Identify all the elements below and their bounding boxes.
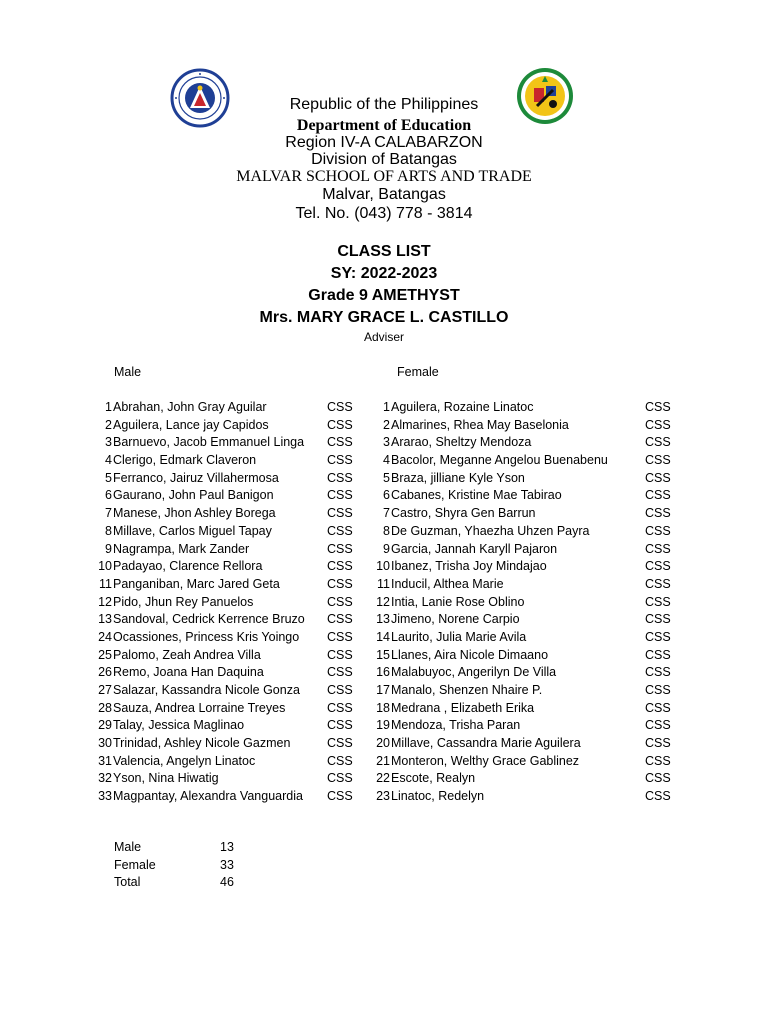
list-item bbox=[366, 558, 686, 576]
student-name: Barnuevo, Jacob Emmanuel Linga bbox=[113, 435, 305, 450]
header-school: MALVAR SCHOOL OF ARTS AND TRADE bbox=[236, 168, 532, 185]
student-number: 30 bbox=[98, 736, 112, 751]
male-column-header: Male bbox=[114, 365, 142, 379]
student-subject: CSS bbox=[645, 700, 671, 715]
student-subject: CSS bbox=[645, 453, 671, 468]
list-item bbox=[366, 505, 686, 523]
student-name: Gaurano, John Paul Banigon bbox=[113, 488, 274, 503]
student-number: 20 bbox=[376, 736, 390, 751]
student-subject: CSS bbox=[327, 453, 353, 468]
student-number: 21 bbox=[376, 753, 390, 768]
header-division: Division of Batangas bbox=[311, 151, 457, 168]
list-item bbox=[88, 629, 358, 647]
student-subject: CSS bbox=[645, 718, 671, 733]
male-student-list bbox=[88, 399, 358, 806]
student-name: Pido, Jhun Rey Panuelos bbox=[113, 594, 254, 609]
student-number: 31 bbox=[98, 753, 112, 768]
list-item bbox=[88, 470, 358, 488]
student-number: 12 bbox=[98, 594, 112, 609]
student-number: 4 bbox=[383, 453, 390, 468]
student-subject: CSS bbox=[327, 789, 353, 804]
student-name: Palomo, Zeah Andrea Villa bbox=[113, 647, 261, 662]
student-name: Laurito, Julia Marie Avila bbox=[391, 629, 527, 644]
student-name: Millave, Cassandra Marie Aguilera bbox=[391, 736, 581, 751]
student-number: 10 bbox=[376, 559, 390, 574]
student-name: Almarines, Rhea May Baselonia bbox=[391, 417, 569, 432]
student-name: Intia, Lanie Rose Oblino bbox=[391, 594, 525, 609]
list-item bbox=[88, 576, 358, 594]
student-subject: CSS bbox=[327, 559, 353, 574]
student-name: Panganiban, Marc Jared Geta bbox=[113, 576, 280, 591]
student-name: Nagrampa, Mark Zander bbox=[113, 541, 250, 556]
list-item bbox=[366, 770, 686, 788]
student-name: Llanes, Aira Nicole Dimaano bbox=[391, 647, 549, 662]
adviser-role: Adviser bbox=[363, 330, 404, 344]
header-region: Region IV-A CALABARZON bbox=[285, 134, 483, 151]
grade-section: Grade 9 AMETHYST bbox=[308, 287, 460, 304]
student-name: Sandoval, Cedrick Kerrence Bruzo bbox=[113, 612, 305, 627]
student-name: Monteron, Welthy Grace Gablinez bbox=[391, 753, 580, 768]
list-item bbox=[366, 452, 686, 470]
list-item bbox=[366, 717, 686, 735]
student-subject: CSS bbox=[645, 435, 671, 450]
student-name: Clerigo, Edmark Claveron bbox=[113, 453, 257, 468]
header-department: Department of Education bbox=[296, 117, 472, 134]
student-subject: CSS bbox=[327, 488, 353, 503]
student-name: Salazar, Kassandra Nicole Gonza bbox=[113, 683, 300, 697]
student-subject: CSS bbox=[645, 753, 671, 768]
student-subject: CSS bbox=[327, 435, 353, 450]
student-number: 32 bbox=[98, 771, 112, 786]
student-name: Mendoza, Trisha Paran bbox=[391, 718, 521, 733]
student-number: 12 bbox=[376, 594, 390, 609]
list-item bbox=[366, 753, 686, 771]
list-item bbox=[366, 434, 686, 452]
student-name: Magpantay, Alexandra Vanguardia bbox=[113, 789, 303, 804]
student-subject: CSS bbox=[327, 771, 353, 786]
student-subject: CSS bbox=[327, 576, 353, 591]
student-name: Castro, Shyra Gen Barrun bbox=[391, 506, 536, 521]
student-subject: CSS bbox=[327, 700, 353, 715]
student-subject: CSS bbox=[327, 683, 353, 697]
list-item bbox=[88, 399, 358, 417]
student-name: Bacolor, Meganne Angelou Buenabenu bbox=[391, 453, 608, 468]
list-item bbox=[366, 523, 686, 541]
student-name: Manese, Jhon Ashley Borega bbox=[113, 506, 276, 521]
student-number: 4 bbox=[105, 453, 112, 468]
student-number: 5 bbox=[383, 470, 390, 485]
student-number: 33 bbox=[98, 789, 112, 804]
list-item bbox=[88, 700, 358, 718]
student-number: 16 bbox=[376, 665, 390, 680]
list-item bbox=[88, 735, 358, 753]
student-number: 6 bbox=[105, 488, 112, 503]
student-subject: CSS bbox=[327, 753, 353, 768]
student-number: 17 bbox=[376, 683, 390, 697]
student-subject: CSS bbox=[645, 470, 671, 485]
student-subject: CSS bbox=[645, 629, 671, 644]
student-subject: CSS bbox=[645, 400, 671, 414]
student-number: 2 bbox=[383, 417, 390, 432]
list-item bbox=[88, 788, 358, 806]
header-town: Malvar, Batangas bbox=[322, 186, 446, 203]
list-item bbox=[366, 700, 686, 718]
student-number: 5 bbox=[105, 470, 112, 485]
student-number: 18 bbox=[376, 700, 390, 715]
student-name: Inducil, Althea Marie bbox=[391, 576, 504, 591]
list-item bbox=[366, 735, 686, 753]
student-name: Millave, Carlos Miguel Tapay bbox=[113, 523, 272, 538]
list-item bbox=[366, 611, 686, 629]
student-number: 9 bbox=[105, 541, 112, 556]
student-name: Manalo, Shenzen Nhaire P. bbox=[391, 683, 543, 697]
student-subject: CSS bbox=[327, 665, 353, 680]
student-subject: CSS bbox=[327, 612, 353, 627]
student-number: 6 bbox=[383, 488, 390, 503]
student-number: 25 bbox=[98, 647, 112, 662]
student-name: Valencia, Angelyn Linatoc bbox=[113, 753, 256, 768]
list-item bbox=[88, 417, 358, 435]
list-item bbox=[88, 647, 358, 665]
student-subject: CSS bbox=[327, 647, 353, 662]
list-item bbox=[366, 788, 686, 806]
student-number: 27 bbox=[98, 683, 112, 697]
header-telephone: Tel. No. (043) 778 - 3814 bbox=[295, 205, 473, 222]
student-name: Remo, Joana Han Daquina bbox=[113, 665, 264, 680]
student-subject: CSS bbox=[645, 665, 671, 680]
school-year: SY: 2022-2023 bbox=[330, 265, 438, 282]
student-name: Linatoc, Redelyn bbox=[391, 789, 485, 804]
student-number: 7 bbox=[105, 506, 112, 521]
student-name: Ocassiones, Princess Kris Yoingo bbox=[113, 629, 300, 644]
student-number: 10 bbox=[98, 559, 112, 574]
student-number: 15 bbox=[376, 647, 390, 662]
summary-total-label: Total bbox=[114, 875, 141, 889]
student-subject: CSS bbox=[327, 629, 353, 644]
list-item bbox=[366, 576, 686, 594]
student-name: Aguilera, Lance jay Capidos bbox=[113, 417, 269, 432]
student-subject: CSS bbox=[645, 683, 671, 697]
list-item bbox=[366, 647, 686, 665]
student-number: 24 bbox=[98, 629, 112, 644]
student-name: Trinidad, Ashley Nicole Gazmen bbox=[113, 736, 291, 751]
student-name: Yson, Nina Hiwatig bbox=[113, 771, 219, 786]
student-name: Aguilera, Rozaine Linatoc bbox=[391, 400, 534, 414]
student-number: 14 bbox=[376, 629, 390, 644]
list-item bbox=[366, 594, 686, 612]
adviser-name: Mrs. MARY GRACE L. CASTILLO bbox=[259, 309, 509, 326]
list-item bbox=[88, 611, 358, 629]
student-name: Braza, jilliane Kyle Yson bbox=[391, 470, 525, 485]
page-title: CLASS LIST bbox=[337, 243, 431, 260]
student-name: Escote, Realyn bbox=[391, 771, 476, 786]
student-number: 9 bbox=[383, 541, 390, 556]
summary-female-count: 33 bbox=[220, 858, 234, 872]
student-subject: CSS bbox=[327, 417, 353, 432]
student-number: 7 bbox=[383, 506, 390, 521]
student-subject: CSS bbox=[645, 789, 671, 804]
list-item bbox=[366, 487, 686, 505]
student-subject: CSS bbox=[645, 771, 671, 786]
header-country: Republic of the Philippines bbox=[289, 96, 479, 113]
student-name: Jimeno, Norene Carpio bbox=[391, 612, 520, 627]
student-name: Ararao, Sheltzy Mendoza bbox=[391, 435, 532, 450]
student-subject: CSS bbox=[327, 718, 353, 733]
list-item bbox=[88, 558, 358, 576]
list-item bbox=[88, 770, 358, 788]
list-item bbox=[366, 417, 686, 435]
student-subject: CSS bbox=[645, 559, 671, 574]
female-column-header: Female bbox=[397, 365, 439, 379]
student-subject: CSS bbox=[327, 506, 353, 521]
student-subject: CSS bbox=[327, 470, 353, 485]
list-item bbox=[88, 541, 358, 559]
list-item bbox=[366, 470, 686, 488]
student-number: 26 bbox=[98, 665, 112, 680]
student-subject: CSS bbox=[645, 576, 671, 591]
student-number: 1 bbox=[383, 400, 390, 414]
list-item bbox=[366, 629, 686, 647]
student-subject: CSS bbox=[645, 488, 671, 503]
student-number: 28 bbox=[98, 700, 112, 715]
student-name: Cabanes, Kristine Mae Tabirao bbox=[391, 488, 562, 503]
list-item bbox=[88, 664, 358, 682]
student-number: 3 bbox=[383, 435, 390, 450]
student-subject: CSS bbox=[645, 594, 671, 609]
student-name: Padayao, Clarence Rellora bbox=[113, 559, 263, 574]
list-item bbox=[88, 487, 358, 505]
student-subject: CSS bbox=[327, 400, 353, 414]
student-subject: CSS bbox=[645, 736, 671, 751]
student-name: Ferranco, Jairuz Villahermosa bbox=[113, 470, 279, 485]
list-item bbox=[366, 399, 686, 417]
list-item bbox=[88, 505, 358, 523]
list-item bbox=[88, 753, 358, 771]
student-number: 29 bbox=[98, 718, 112, 733]
student-name: Malabuyoc, Angerilyn De Villa bbox=[391, 665, 557, 680]
student-number: 8 bbox=[105, 523, 112, 538]
student-number: 8 bbox=[383, 523, 390, 538]
list-item bbox=[88, 523, 358, 541]
student-number: 23 bbox=[376, 789, 390, 804]
student-subject: CSS bbox=[327, 541, 353, 556]
student-name: Garcia, Jannah Karyll Pajaron bbox=[391, 541, 558, 556]
student-subject: CSS bbox=[645, 417, 671, 432]
student-subject: CSS bbox=[645, 506, 671, 521]
student-name: De Guzman, Yhaezha Uhzen Payra bbox=[391, 523, 590, 538]
student-subject: CSS bbox=[645, 647, 671, 662]
list-item bbox=[88, 434, 358, 452]
list-item bbox=[88, 452, 358, 470]
student-subject: CSS bbox=[645, 612, 671, 627]
list-item bbox=[366, 682, 686, 700]
summary-female-label: Female bbox=[114, 858, 156, 872]
student-name: Abrahan, John Gray Aguilar bbox=[113, 400, 267, 414]
summary-male-label: Male bbox=[114, 840, 142, 854]
student-number: 22 bbox=[376, 771, 390, 786]
student-name: Talay, Jessica Maglinao bbox=[113, 718, 245, 733]
student-number: 19 bbox=[376, 718, 390, 733]
student-name: Medrana , Elizabeth Erika bbox=[391, 700, 535, 715]
list-item bbox=[366, 664, 686, 682]
student-subject: CSS bbox=[645, 523, 671, 538]
student-number: 1 bbox=[105, 400, 112, 414]
list-item bbox=[88, 594, 358, 612]
student-number: 13 bbox=[98, 612, 112, 627]
summary-male-count: 13 bbox=[220, 840, 234, 854]
student-number: 11 bbox=[99, 576, 112, 591]
student-subject: CSS bbox=[327, 736, 353, 751]
student-name: Ibanez, Trisha Joy Mindajao bbox=[391, 559, 547, 574]
list-item bbox=[88, 682, 358, 700]
summary-total-count: 46 bbox=[220, 875, 234, 889]
list-item bbox=[366, 541, 686, 559]
student-subject: CSS bbox=[645, 541, 671, 556]
student-subject: CSS bbox=[327, 594, 353, 609]
student-name: Sauza, Andrea Lorraine Treyes bbox=[113, 700, 286, 715]
female-student-list bbox=[366, 399, 686, 806]
student-number: 3 bbox=[105, 435, 112, 450]
student-subject: CSS bbox=[327, 523, 353, 538]
student-number: 11 bbox=[377, 576, 390, 591]
student-number: 13 bbox=[376, 612, 390, 627]
list-item bbox=[88, 717, 358, 735]
student-number: 2 bbox=[105, 417, 112, 432]
